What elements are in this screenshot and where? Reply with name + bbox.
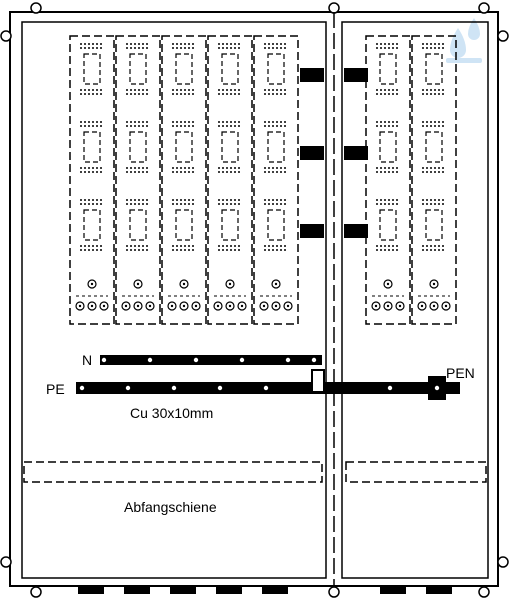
support-rail-right <box>346 462 486 482</box>
fuse-slot <box>264 44 288 94</box>
meter-module-column <box>366 36 410 324</box>
fuse-slot <box>218 122 242 172</box>
fuse-slot <box>126 122 150 172</box>
pen-label: PEN <box>446 365 475 381</box>
fuse-slot <box>218 44 242 94</box>
terminal-dot <box>148 358 152 362</box>
meter-module-column <box>412 36 456 324</box>
terminal-dot <box>172 386 176 390</box>
terminal-dot <box>435 386 439 390</box>
terminal-dot <box>286 358 290 362</box>
busbar-size-label: Cu 30x10mm <box>130 405 214 421</box>
fuse-slot <box>264 200 288 250</box>
terminal-dot <box>126 386 130 390</box>
fuse-slot <box>126 200 150 250</box>
fuse-slot <box>172 122 196 172</box>
pe-busbar <box>76 382 324 394</box>
meter-module-column <box>116 36 160 324</box>
pe-label: PE <box>46 381 65 397</box>
fuse-slot <box>376 44 400 94</box>
meter-module-column <box>254 36 298 324</box>
fuse-slot <box>80 44 104 94</box>
terminal-dot <box>194 358 198 362</box>
fuse-slot <box>80 122 104 172</box>
support-rail-left <box>24 462 322 482</box>
terminal-dot <box>312 358 316 362</box>
fuse-slot <box>376 122 400 172</box>
terminal-bolt-icon <box>418 280 450 310</box>
right-compartment <box>342 22 488 578</box>
fuse-slot <box>264 122 288 172</box>
fuse-slot <box>376 200 400 250</box>
fuse-slot <box>218 200 242 250</box>
cable-entry-blocks <box>78 586 452 594</box>
pen-link-block <box>312 370 324 392</box>
meter-module-column <box>162 36 206 324</box>
fuse-slot <box>172 44 196 94</box>
meter-module-column <box>208 36 252 324</box>
left-compartment <box>22 22 326 578</box>
terminal-bolt-icon <box>214 280 246 310</box>
fuse-slot <box>422 44 446 94</box>
fuse-slot <box>80 200 104 250</box>
meter-modules <box>70 36 456 324</box>
fuse-slot <box>422 122 446 172</box>
meter-module-column <box>70 36 114 324</box>
terminal-bolt-icon <box>372 280 404 310</box>
terminal-dot <box>218 386 222 390</box>
terminal-dot <box>240 358 244 362</box>
terminal-dot <box>264 386 268 390</box>
watermark-logo-icon <box>446 18 482 63</box>
terminal-dot <box>80 386 84 390</box>
n-label: N <box>82 352 93 368</box>
support-rail-label: Abfangschiene <box>124 499 217 515</box>
terminal-bolt-icon <box>122 280 154 310</box>
fuse-slot <box>126 44 150 94</box>
terminal-bolt-icon <box>260 280 292 310</box>
terminal-bolt-icon <box>168 280 200 310</box>
terminal-dot <box>102 358 106 362</box>
terminal-dot <box>388 386 392 390</box>
fuse-slot <box>422 200 446 250</box>
fuse-slot <box>172 200 196 250</box>
terminal-bolt-icon <box>76 280 108 310</box>
